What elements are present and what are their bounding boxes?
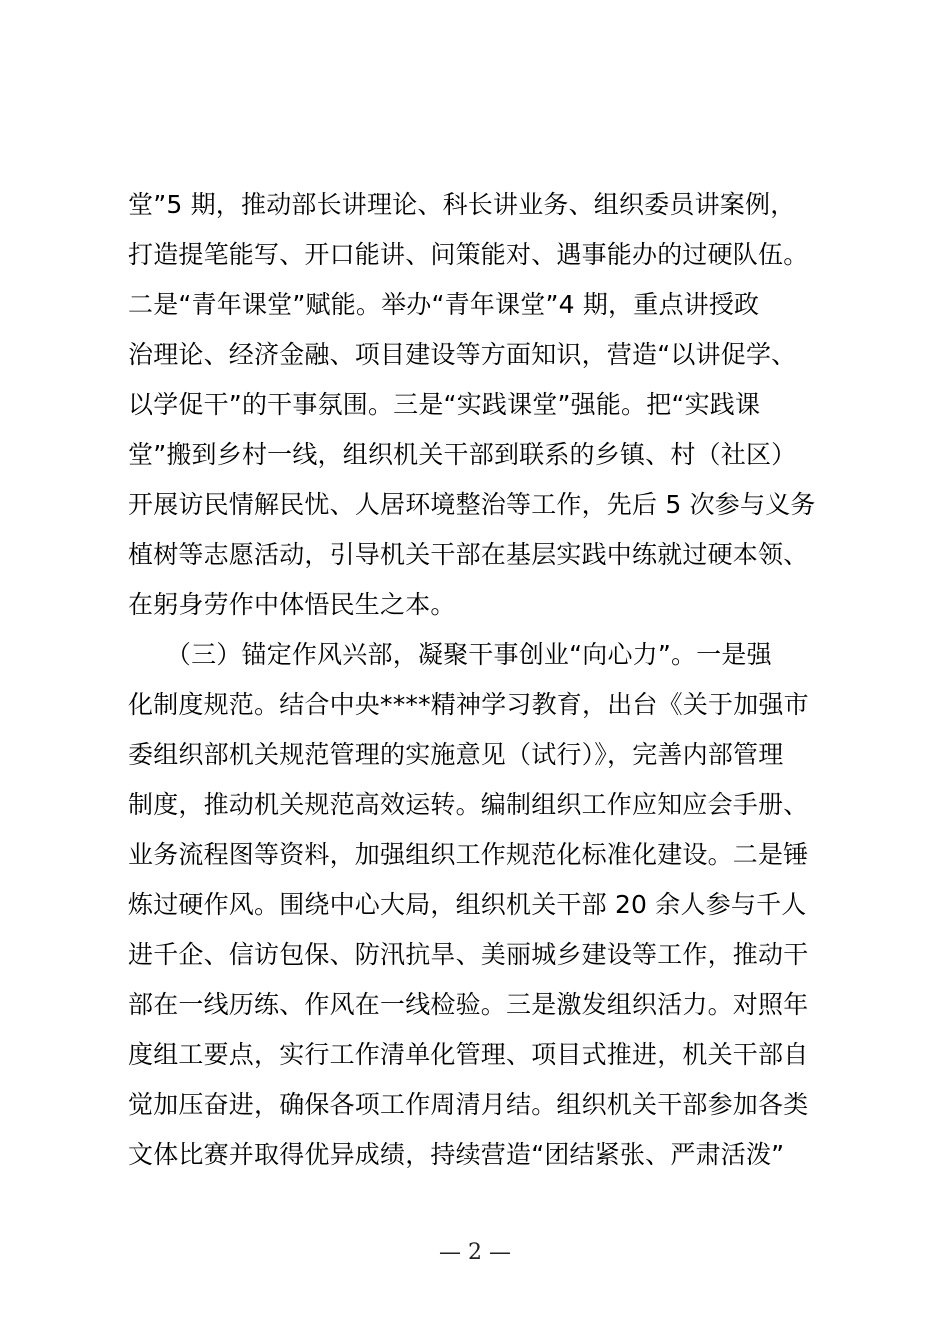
- text-line: 制度，推动机关规范高效运转。编制组织工作应知应会手册、: [128, 790, 809, 819]
- text-line: 开展访民情解民忧、人居环境整治等工作，先后 5 次参与义务: [128, 490, 816, 519]
- text-line: 化制度规范。结合中央****精神学习教育，出台《关于加强市: [128, 690, 809, 719]
- page-number: — 2 —: [439, 1240, 511, 1265]
- body-text: [128, 180, 838, 1180]
- text-line: 委组织部机关规范管理的实施意见（试行）》，完善内部管理: [128, 740, 784, 769]
- text-line: 文体比赛并取得优异成绩，持续营造“团结紧张、严肃活泼”: [128, 1140, 785, 1169]
- text-line: 堂”搬到乡村一线，组织机关干部到联系的乡镇、村（社区）: [128, 440, 797, 469]
- text-line: 打造提笔能写、开口能讲、问策能对、遇事能办的过硬队伍。: [128, 240, 809, 269]
- text-line: 二是“青年课堂”赋能。举办“青年课堂”4 期，重点讲授政: [128, 290, 760, 319]
- text-line: 觉加压奋进，确保各项工作周清月结。组织机关干部参加各类: [128, 1090, 809, 1119]
- text-line: （三）锚定作风兴部，凝聚干事创业“向心力”。一是强: [128, 640, 772, 669]
- text-line: 部在一线历练、作风在一线检验。三是激发组织活力。对照年: [128, 990, 809, 1019]
- text-line: 业务流程图等资料，加强组织工作规范化标准化建设。二是锤: [128, 840, 809, 869]
- text-line: 在躬身劳作中体悟民生之本。: [128, 590, 456, 619]
- text-line: 植树等志愿活动，引导机关干部在基层实践中练就过硬本领、: [128, 540, 809, 569]
- text-line: 度组工要点，实行工作清单化管理、项目式推进，机关干部自: [128, 1040, 809, 1069]
- text-line: 堂”5 期，推动部长讲理论、科长讲业务、组织委员讲案例，: [128, 190, 796, 219]
- text-line: 治理论、经济金融、项目建设等方面知识，营造“以讲促学、: [128, 340, 797, 369]
- text-line: 炼过硬作风。围绕中心大局，组织机关干部 20 余人参与千人: [128, 890, 807, 919]
- text-line: 以学促干”的干事氛围。三是“实践课堂”强能。把“实践课: [128, 390, 761, 419]
- text-line: 进千企、信访包保、防汛抗旱、美丽城乡建设等工作，推动干: [128, 940, 809, 969]
